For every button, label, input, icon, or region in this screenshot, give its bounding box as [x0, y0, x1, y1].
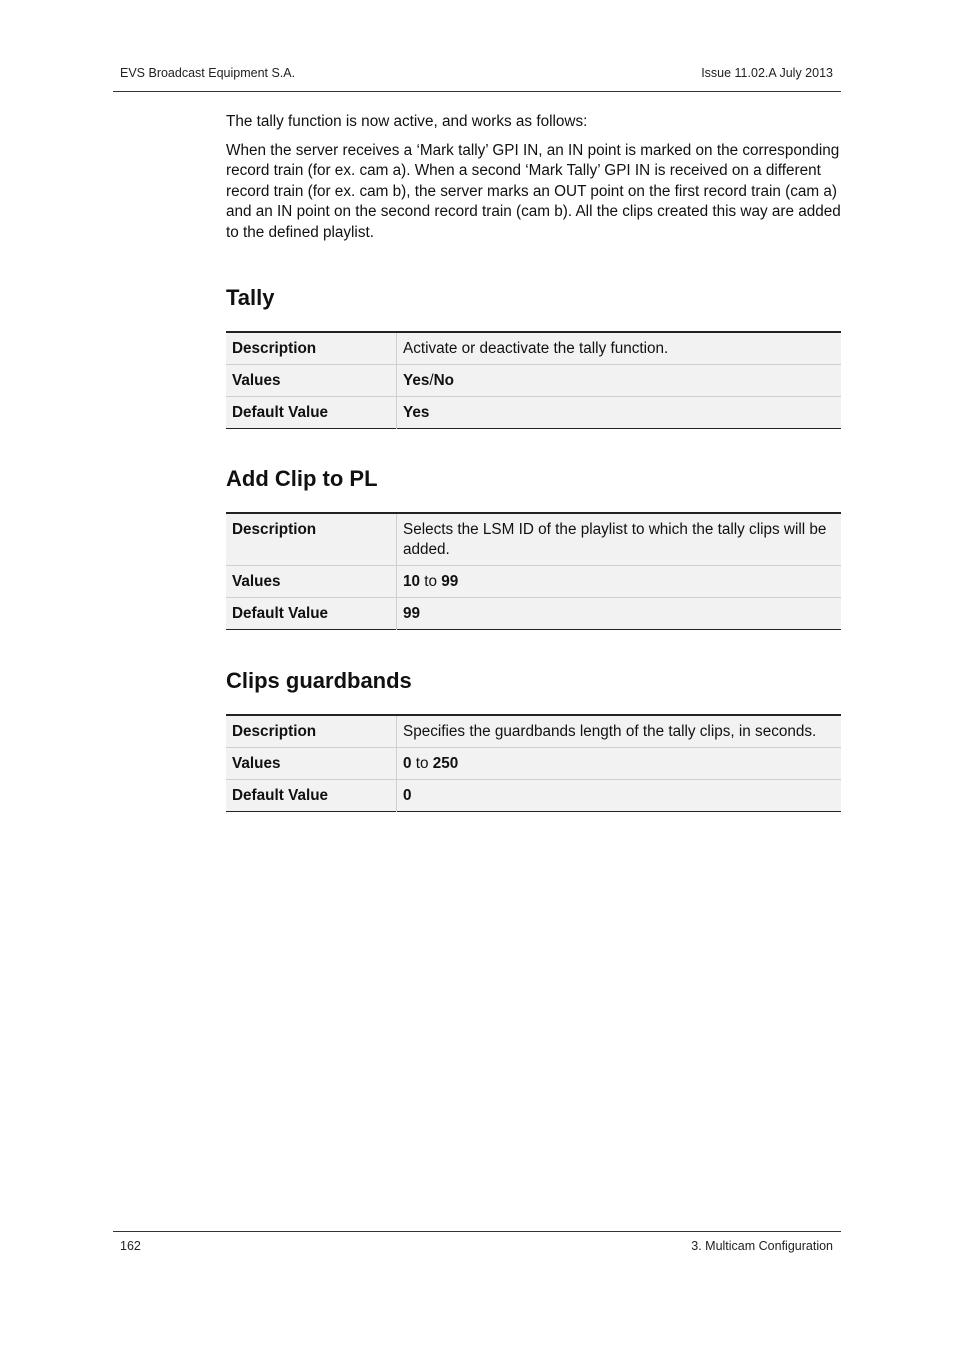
section-title-tally: Tally	[226, 284, 275, 310]
guardbands-table	[226, 714, 841, 812]
row-value: Specifies the guardbands length of the tally clips, in seconds.	[397, 715, 842, 748]
default-value: 99	[403, 604, 421, 622]
row-value	[397, 779, 842, 811]
table-row	[226, 715, 841, 748]
row-value	[397, 747, 842, 779]
value-separator: /	[429, 371, 434, 389]
section-title-guardbands: Clips guardbands	[226, 667, 412, 693]
table-row	[226, 597, 841, 629]
table-row	[226, 779, 841, 811]
row-value	[397, 396, 842, 428]
row-label: Values	[226, 565, 397, 597]
header-issue: Issue 11.02.A July 2013	[701, 66, 833, 80]
value-max: No	[433, 371, 455, 389]
row-value	[397, 565, 842, 597]
page-content	[226, 112, 841, 812]
body-paragraph: When the server receives a ‘Mark tally’ GPI IN, an IN point is marked on the corresponding record train (for ex. cam a). When a second ‘Mark Tally’ GPI IN is received on a different record train (for ex. cam b), the server marks an OUT point on the first record train (cam a) and an IN point on the second record train (cam b). All the clips created this way are added to the defined playlist.	[226, 141, 841, 241]
table-row	[226, 513, 841, 566]
row-value	[397, 597, 842, 629]
table-row	[226, 364, 841, 396]
default-value: Yes	[403, 403, 430, 421]
row-label: Default Value	[226, 597, 397, 629]
row-label: Values	[226, 747, 397, 779]
page-footer	[113, 1231, 841, 1257]
section-title-add-clip: Add Clip to PL	[226, 465, 378, 491]
row-value	[397, 364, 842, 396]
row-label: Description	[226, 715, 397, 748]
tally-table	[226, 331, 841, 429]
table-row	[226, 565, 841, 597]
table-row	[226, 396, 841, 428]
value-separator: to	[411, 754, 433, 772]
chapter-title: 3. Multicam Configuration	[691, 1239, 833, 1253]
value-min: Yes	[403, 371, 430, 389]
value-separator: to	[420, 572, 442, 590]
value-min: 10	[403, 572, 421, 590]
table-row	[226, 332, 841, 365]
intro-text: The tally function is now active, and works as follows:	[226, 113, 588, 130]
add-clip-table	[226, 512, 841, 630]
row-label: Default Value	[226, 396, 397, 428]
value-min: 0	[403, 754, 412, 772]
header-company: EVS Broadcast Equipment S.A.	[120, 66, 296, 80]
row-label: Description	[226, 332, 397, 365]
value-max: 250	[432, 754, 459, 772]
row-label: Default Value	[226, 779, 397, 811]
row-label: Values	[226, 364, 397, 396]
page-header	[113, 66, 841, 92]
row-value: Selects the LSM ID of the playlist to which the tally clips will be added.	[397, 513, 842, 566]
row-label: Description	[226, 513, 397, 566]
row-value: Activate or deactivate the tally function.	[397, 332, 842, 365]
table-row	[226, 747, 841, 779]
page-number: 162	[120, 1239, 141, 1253]
value-max: 99	[441, 572, 459, 590]
default-value: 0	[403, 786, 412, 804]
